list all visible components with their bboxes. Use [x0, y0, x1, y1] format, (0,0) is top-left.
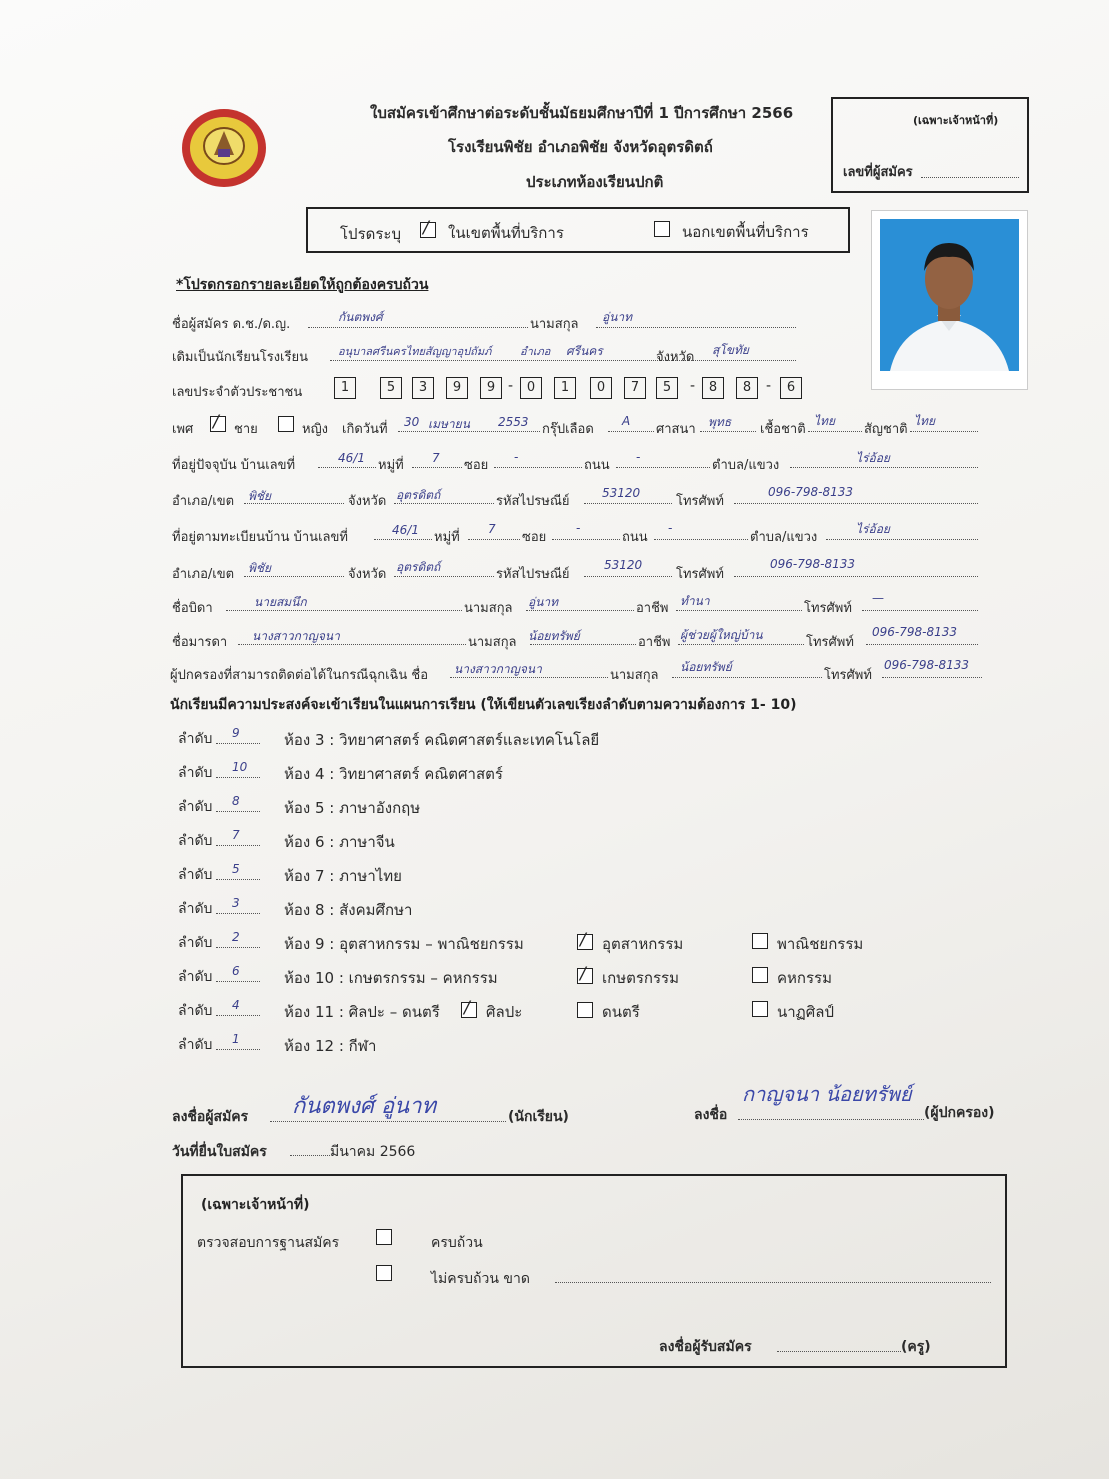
prev-school-label: เดิมเป็นนักเรียนโรงเรียน	[172, 350, 308, 365]
plan-rank-field[interactable]	[216, 879, 260, 880]
date-value: มีนาคม 2566	[330, 1144, 416, 1160]
date-label: วันที่ยื่นใบสมัคร	[172, 1144, 267, 1160]
id-separator: -	[766, 378, 772, 394]
cur-moo-label: หมู่ที่	[378, 458, 404, 473]
id-digit-box[interactable]: 9	[480, 377, 502, 399]
male-label: ชาย	[234, 422, 258, 437]
plan-order-label: ลำดับ	[178, 731, 213, 747]
cur-road-label: ถนน	[584, 458, 610, 473]
applicant-role: (นักเรียน)	[508, 1109, 569, 1125]
id-digit-box[interactable]: 3	[412, 377, 434, 399]
id-digit-box[interactable]: 1	[554, 377, 576, 399]
cur-phone-value: 096-798-8133	[768, 485, 854, 499]
plan-rank-field[interactable]	[216, 913, 260, 914]
reg-road-value: -	[668, 521, 673, 535]
plan-rank-field[interactable]	[216, 1015, 260, 1016]
plan-rank-value: 1	[232, 1032, 240, 1046]
plan-opt0-label: ศิลปะ	[486, 1003, 523, 1021]
id-digit-box[interactable]: 9	[446, 377, 468, 399]
reg-soi-label: ซอย	[522, 530, 547, 545]
prev-school-field[interactable]	[330, 360, 796, 361]
plan-opt2-checkbox[interactable]	[752, 967, 768, 983]
reg-postcode-value: 53120	[604, 558, 643, 572]
first-name-value: กันตพงศ์	[338, 310, 383, 324]
id-digit-box[interactable]: 8	[702, 377, 724, 399]
blood-field[interactable]	[608, 431, 654, 432]
area-select-box	[306, 207, 850, 253]
cur-district-value: พิชัย	[248, 489, 272, 503]
birth-year-value: 2553	[498, 415, 529, 429]
reg-subdistrict-field[interactable]	[826, 539, 978, 540]
plan-rank-value: 10	[232, 760, 248, 774]
nationality-field[interactable]	[910, 431, 978, 432]
father-label: ชื่อบิดา	[172, 601, 213, 616]
cur-phone-field[interactable]	[734, 503, 978, 504]
cur-phone-label: โทรศัพท์	[676, 494, 724, 509]
reg-road-field[interactable]	[654, 539, 748, 540]
plan-order-label: ลำดับ	[178, 1003, 213, 1019]
father-surname-label: นามสกุล	[464, 601, 513, 616]
id-digit-box[interactable]: 7	[624, 377, 646, 399]
reg-soi-field[interactable]	[552, 539, 620, 540]
plan-opt1-label: ดนตรี	[602, 1003, 640, 1021]
out-area-label: นอกเขตพื้นที่บริการ	[682, 223, 809, 241]
plan-rank-field[interactable]	[216, 981, 260, 982]
religion-value: พุทธ	[708, 415, 732, 429]
plan-opt2-checkbox[interactable]	[752, 1001, 768, 1017]
reg-phone-label: โทรศัพท์	[676, 567, 724, 582]
officer-number-box	[831, 97, 1029, 193]
plan-rank-field[interactable]	[216, 743, 260, 744]
plan-order-label: ลำดับ	[178, 969, 213, 985]
male-checkbox[interactable]	[210, 416, 226, 432]
in-area-checkbox[interactable]	[420, 222, 436, 238]
plan-room-label: ห้อง 12 : กีฬา	[284, 1037, 377, 1055]
instruction: *โปรดกรอกรายละเอียดให้ถูกต้องครบถ้วน	[176, 277, 429, 293]
plan-room-label: ห้อง 9 : อุตสาหกรรม – พาณิชยกรรม	[284, 935, 524, 953]
birth-month-value: เมษายน	[428, 417, 470, 431]
reg-postcode-label: รหัสไปรษณีย์	[496, 567, 570, 582]
id-separator: -	[508, 378, 514, 394]
guardian-label: ผู้ปกครองที่สามารถติดต่อได้ในกรณีฉุกเฉิน ชื่อ	[170, 668, 429, 683]
out-area-checkbox[interactable]	[654, 221, 670, 237]
applicant-no-line[interactable]	[921, 177, 1019, 178]
reg-district-value: พิชัย	[248, 561, 272, 575]
plan-opt0-checkbox[interactable]	[461, 1002, 477, 1018]
cur-house-value: 46/1	[338, 451, 365, 465]
plan-rank-value: 4	[232, 998, 240, 1012]
complete-label: ครบถ้วน	[431, 1235, 483, 1251]
in-area-label: ในเขตพื้นที่บริการ	[448, 224, 564, 242]
guardian-phone-label: โทรศัพท์	[824, 668, 872, 683]
id-digit-box[interactable]: 5	[380, 377, 402, 399]
cur-province-value: อุตรดิตถ์	[396, 488, 441, 502]
plan-opt1-checkbox[interactable]	[577, 934, 593, 950]
plan-rank-field[interactable]	[216, 777, 260, 778]
father-phone-field[interactable]	[862, 610, 978, 611]
officer-check-label: ตรวจสอบการฐานสมัคร	[197, 1235, 340, 1251]
incomplete-checkbox[interactable]	[376, 1265, 392, 1281]
race-value: ไทย	[814, 414, 835, 428]
nationality-label: สัญชาติ	[864, 422, 908, 437]
prev-school-value: อนุบาลศรีนครไทยสัญญาอุปถัมภ์	[338, 345, 492, 358]
plan-opt2-checkbox[interactable]	[752, 933, 768, 949]
reg-postcode-field[interactable]	[584, 576, 672, 577]
officer-box-title: (เฉพาะเจ้าหน้าที่)	[913, 114, 999, 127]
reg-subdistrict-value: ไร่อ้อย	[856, 522, 890, 536]
id-digit-box[interactable]: 1	[334, 377, 356, 399]
school-seal-icon	[180, 107, 268, 189]
id-digit-box[interactable]: 0	[520, 377, 542, 399]
plan-opt1-checkbox[interactable]	[577, 968, 593, 984]
form-title: ใบสมัครเข้าศึกษาต่อระดับชั้นมัธยมศึกษาปีที่ 1 ปีการศึกษา 2566	[370, 104, 794, 122]
guardian-role: (ผู้ปกครอง)	[924, 1105, 995, 1121]
plan-rank-value: 5	[232, 862, 240, 876]
guardian-sign-line[interactable]	[738, 1119, 924, 1120]
applicant-photo	[871, 210, 1028, 390]
plan-opt1-label: เกษตรกรรม	[602, 969, 679, 987]
prev-province-value: สุโขทัย	[712, 343, 749, 357]
plan-rank-field[interactable]	[216, 811, 260, 812]
plan-room-label: ห้อง 5 : ภาษาอังกฤษ	[284, 799, 421, 817]
reg-phone-value: 096-798-8133	[770, 557, 856, 571]
plan-room-label: ห้อง 4 : วิทยาศาสตร์ คณิตศาสตร์	[284, 765, 503, 783]
applicant-sign-label: ลงชื่อผู้สมัคร	[172, 1109, 249, 1125]
cur-province-label: จังหวัด	[348, 494, 387, 509]
plan-heading: นักเรียนมีความประสงค์จะเข้าเรียนในแผนการเรียน (ให้เขียนตัวเลขเรียงลำดับตามความต้องการ 1- 10)	[170, 697, 797, 713]
mother-name-value: นางสาวกาญจนา	[252, 629, 340, 643]
nationality-value: ไทย	[914, 414, 935, 428]
plan-rank-value: 8	[232, 794, 240, 808]
plan-rank-value: 3	[232, 896, 240, 910]
plan-opt2-label: พาณิชยกรรม	[777, 935, 864, 953]
reg-moo-label: หมู่ที่	[434, 530, 460, 545]
mother-job-value: ผู้ช่วยผู้ใหญ่บ้าน	[680, 628, 763, 642]
cur-postcode-field[interactable]	[584, 503, 672, 504]
officer-title: (เฉพาะเจ้าหน้าที่)	[201, 1197, 310, 1213]
surname-field[interactable]	[596, 327, 796, 328]
reg-moo-value: 7	[488, 522, 496, 536]
incomplete-label: ไม่ครบถ้วน ขาด	[431, 1271, 530, 1287]
plan-order-label: ลำดับ	[178, 1037, 213, 1053]
school-name: โรงเรียนพิชัย อำเภอพิชัย จังหวัดอุตรดิตถ์	[448, 138, 713, 156]
applicant-signature: กันตพงศ์ อู่นาท	[292, 1094, 436, 1119]
reg-house-label: ที่อยู่ตามทะเบียนบ้าน บ้านเลขที่	[172, 530, 348, 545]
plan-rank-field[interactable]	[216, 947, 260, 948]
birth-day-value: 30	[404, 415, 420, 429]
guardian-name-value: นางสาวกาญจนา	[454, 662, 542, 676]
reg-province-label: จังหวัด	[348, 567, 387, 582]
plan-room-label: ห้อง 6 : ภาษาจีน	[284, 833, 395, 851]
mother-phone-value: 096-798-8133	[872, 625, 958, 639]
father-surname-value: อู่นาท	[528, 595, 559, 609]
reg-soi-value: -	[576, 521, 581, 535]
prev-province-label: จังหวัด	[656, 350, 695, 365]
plan-order-label: ลำดับ	[178, 867, 213, 883]
officer-section	[181, 1174, 1007, 1368]
cur-road-field[interactable]	[616, 467, 710, 468]
plan-opt2-label: คหกรรม	[777, 969, 833, 987]
receiver-role: (ครู)	[901, 1339, 931, 1355]
reg-district-label: อำเภอ/เขต	[172, 567, 235, 582]
birth-label: เกิดวันที่	[342, 422, 388, 437]
receiver-label: ลงชื่อผู้รับสมัคร	[659, 1339, 752, 1355]
blood-label: กรุ๊ปเลือด	[542, 422, 594, 437]
race-label: เชื้อชาติ	[760, 422, 806, 437]
cur-soi-label: ซอย	[464, 458, 489, 473]
blood-value: A	[622, 414, 631, 428]
female-label: หญิง	[302, 422, 328, 437]
plan-order-label: ลำดับ	[178, 935, 213, 951]
applicant-no-label: เลขที่ผู้สมัคร	[843, 165, 913, 180]
mother-label: ชื่อมารดา	[172, 635, 228, 650]
plan-rank-value: 6	[232, 964, 240, 978]
plan-opt1-label: อุตสาหกรรม	[602, 935, 684, 953]
id-digit-box[interactable]: 0	[590, 377, 612, 399]
reg-moo-field[interactable]	[468, 539, 520, 540]
mother-phone-label: โทรศัพท์	[806, 635, 854, 650]
plan-room-label: ห้อง 11 : ศิลปะ – ดนตรี	[284, 1003, 440, 1021]
plan-order-label: ลำดับ	[178, 833, 213, 849]
reg-phone-field[interactable]	[734, 576, 978, 577]
plan-room-label: ห้อง 7 : ภาษาไทย	[284, 867, 402, 885]
cur-soi-value: -	[514, 450, 519, 464]
plan-room-label: ห้อง 8 : สังคมศึกษา	[284, 901, 413, 919]
gender-label: เพศ	[172, 422, 194, 437]
missing-items-field[interactable]	[555, 1282, 991, 1283]
cur-postcode-value: 53120	[602, 486, 641, 500]
plan-opt1-checkbox[interactable]	[577, 1002, 593, 1018]
prev-district-value: ศรีนคร	[566, 344, 603, 358]
cur-subdistrict-label: ตำบล/แขวง	[712, 458, 780, 473]
father-phone-value: —	[872, 591, 884, 605]
guardian-sign-label: ลงชื่อ	[694, 1107, 728, 1123]
cur-house-label: ที่อยู่ปัจจุบัน บ้านเลขที่	[172, 458, 296, 473]
surname-label: นามสกุล	[530, 317, 579, 332]
reg-province-value: อุตรดิตถ์	[396, 560, 441, 574]
plan-room-label: ห้อง 10 : เกษตรกรรม – คหกรรม	[284, 969, 498, 987]
guardian-phone-field[interactable]	[882, 677, 982, 678]
father-job-value: ทำนา	[680, 594, 710, 608]
date-day-field[interactable]	[290, 1155, 330, 1156]
father-phone-label: โทรศัพท์	[804, 601, 852, 616]
plan-rank-value: 7	[232, 828, 240, 842]
reg-road-label: ถนน	[622, 530, 648, 545]
plan-rank-value: 9	[232, 726, 240, 740]
id-digit-box[interactable]: 5	[656, 377, 678, 399]
guardian-signature: กาญจนา น้อยทรัพย์	[742, 1082, 912, 1106]
guardian-surname-value: น้อยทรัพย์	[680, 660, 732, 674]
guardian-surname-label: นามสกุล	[610, 668, 659, 683]
plan-opt2-label: นาฏศิลป์	[777, 1003, 834, 1021]
id-digit-box[interactable]: 8	[736, 377, 758, 399]
id-separator: -	[690, 378, 696, 394]
father-job-label: อาชีพ	[636, 601, 669, 616]
complete-checkbox[interactable]	[376, 1229, 392, 1245]
cur-road-value: -	[636, 450, 641, 464]
receiver-sign-line[interactable]	[777, 1351, 901, 1352]
first-name-field[interactable]	[308, 327, 528, 328]
female-checkbox[interactable]	[278, 416, 294, 432]
surname-value: อู่นาท	[602, 310, 633, 324]
cur-district-label: อำเภอ/เขต	[172, 494, 235, 509]
religion-label: ศาสนา	[656, 422, 696, 437]
name-label: ชื่อผู้สมัคร ด.ช./ด.ญ.	[172, 317, 291, 332]
mother-surname-value: น้อยทรัพย์	[528, 629, 580, 643]
guardian-phone-value: 096-798-8133	[884, 658, 970, 672]
class-type: ประเภทห้องเรียนปกติ	[526, 173, 664, 191]
student-photo-icon	[880, 219, 1019, 371]
plan-order-label: ลำดับ	[178, 901, 213, 917]
prev-district-label: อำเภอ	[520, 345, 551, 358]
cur-moo-field[interactable]	[412, 467, 462, 468]
cur-soi-field[interactable]	[494, 467, 582, 468]
mother-surname-label: นามสกุล	[468, 635, 517, 650]
id-digit-box[interactable]: 6	[780, 377, 802, 399]
area-label: โปรดระบุ	[340, 225, 402, 243]
cur-subdistrict-value: ไร่อ้อย	[856, 451, 890, 465]
father-name-value: นายสมนึก	[254, 595, 307, 609]
plan-order-label: ลำดับ	[178, 765, 213, 781]
plan-rank-field[interactable]	[216, 1049, 260, 1050]
guardian-surname-field[interactable]	[672, 677, 822, 678]
reg-house-field[interactable]	[374, 539, 432, 540]
plan-rank-field[interactable]	[216, 845, 260, 846]
cur-postcode-label: รหัสไปรษณีย์	[496, 494, 570, 509]
plan-room-label: ห้อง 3 : วิทยาศาสตร์ คณิตศาสตร์และเทคโนโลยี	[284, 731, 600, 749]
cur-house-field[interactable]	[318, 467, 376, 468]
reg-subdistrict-label: ตำบล/แขวง	[750, 530, 818, 545]
mother-phone-field[interactable]	[866, 644, 978, 645]
plan-order-label: ลำดับ	[178, 799, 213, 815]
cur-moo-value: 7	[432, 451, 440, 465]
mother-job-label: อาชีพ	[638, 635, 671, 650]
id-label: เลขประจำตัวประชาชน	[172, 385, 303, 400]
reg-house-value: 46/1	[392, 523, 419, 537]
race-field[interactable]	[808, 431, 862, 432]
plan-rank-value: 2	[232, 930, 240, 944]
